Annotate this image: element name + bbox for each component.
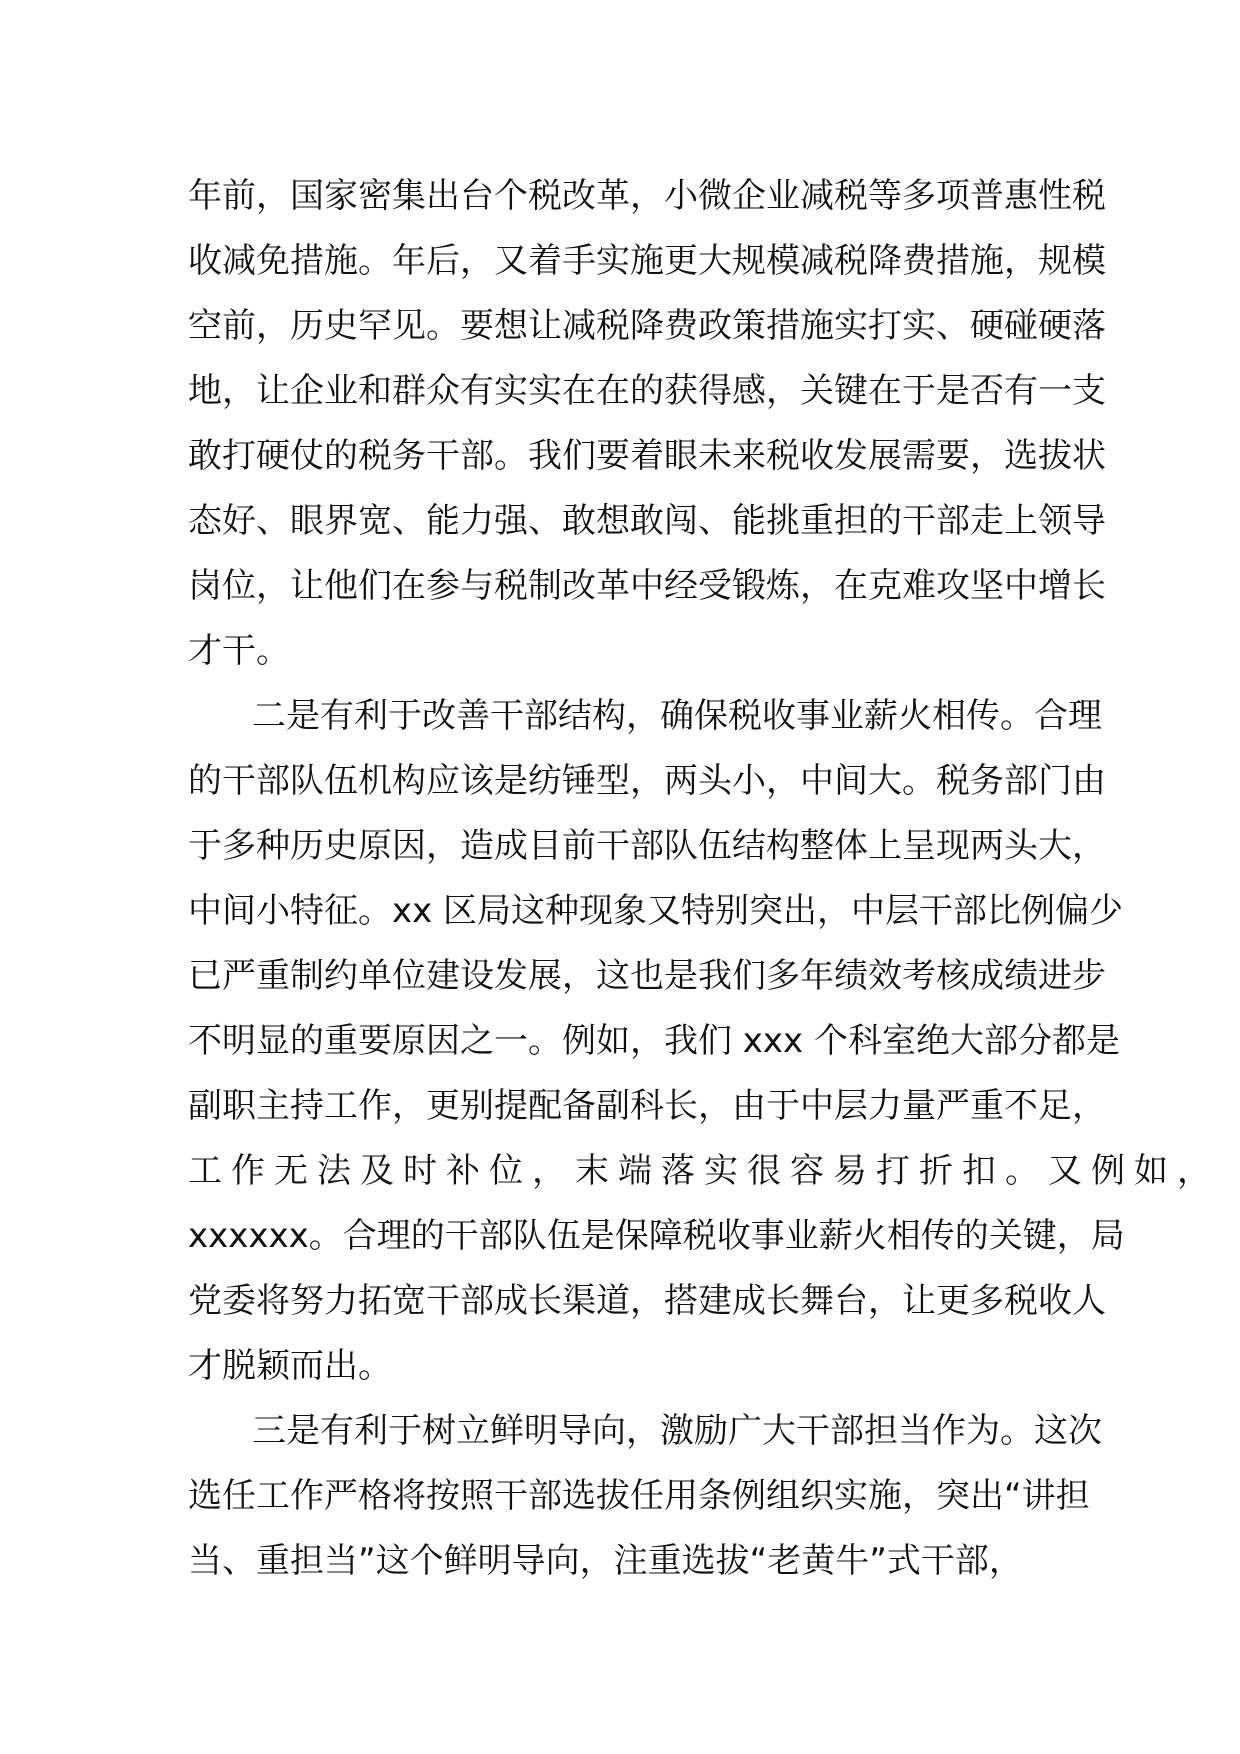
- text-line: 地，让企业和群众有实实在在的获得感，关键在于是否有一支: [188, 371, 1106, 411]
- text-line: 岗位，让他们在参与税制改革中经受锻炼，在克难攻坚中增长: [188, 566, 1106, 606]
- text-line: 才干。: [188, 631, 290, 671]
- text-line: 工作无法及时补位，末端落实很容易打折扣。又例如，: [188, 1151, 1220, 1191]
- text-line: 于多种历史原因，造成目前干部队伍结构整体上呈现两头大，: [188, 826, 1106, 866]
- paragraph-start-line: 三是有利于树立鲜明导向，激励广大干部担当作为。这次: [252, 1411, 1102, 1451]
- text-line: 当、重担当”这个鲜明导向，注重选拔“老黄牛”式干部，: [188, 1541, 1023, 1581]
- text-line: 空前，历史罕见。要想让减税降费政策措施实打实、硬碰硬落: [188, 306, 1106, 346]
- text-line: 已严重制约单位建设发展，这也是我们多年绩效考核成绩进步: [188, 956, 1106, 996]
- text-line: 态好、眼界宽、能力强、敢想敢闯、能挑重担的干部走上领导: [188, 501, 1106, 541]
- body-text: [188, 164, 1220, 1594]
- text-line: 敢打硬仗的税务干部。我们要着眼未来税收发展需要，选拔状: [188, 436, 1106, 476]
- paragraph-start-line: 二是有利于改善干部结构，确保税收事业薪火相传。合理: [252, 696, 1102, 736]
- text-line: 才脱颖而出。: [188, 1346, 392, 1386]
- text-line: 党委将努力拓宽干部成长渠道，搭建成长舞台，让更多税收人: [188, 1281, 1106, 1321]
- text-line: 副职主持工作，更别提配备副科长，由于中层力量严重不足，: [188, 1086, 1106, 1126]
- text-line: 收减免措施。年后，又着手实施更大规模减税降费措施，规模: [188, 241, 1106, 281]
- text-line: 选任工作严格将按照干部选拔任用条例组织实施，突出“讲担: [188, 1476, 1090, 1516]
- text-line: 的干部队伍机构应该是纺锤型，两头小，中间大。税务部门由: [188, 761, 1106, 801]
- text-line: 中间小特征。xx 区局这种现象又特别突出，中层干部比例偏少: [188, 891, 1124, 931]
- text-line: 不明显的重要原因之一。例如，我们 xxx 个科室绝大部分都是: [188, 1021, 1120, 1061]
- text-line: 年前，国家密集出台个税改革，小微企业减税等多项普惠性税: [188, 176, 1106, 216]
- text-line: xxxxxx。合理的干部队伍是保障税收事业薪火相传的关键，局: [188, 1216, 1125, 1256]
